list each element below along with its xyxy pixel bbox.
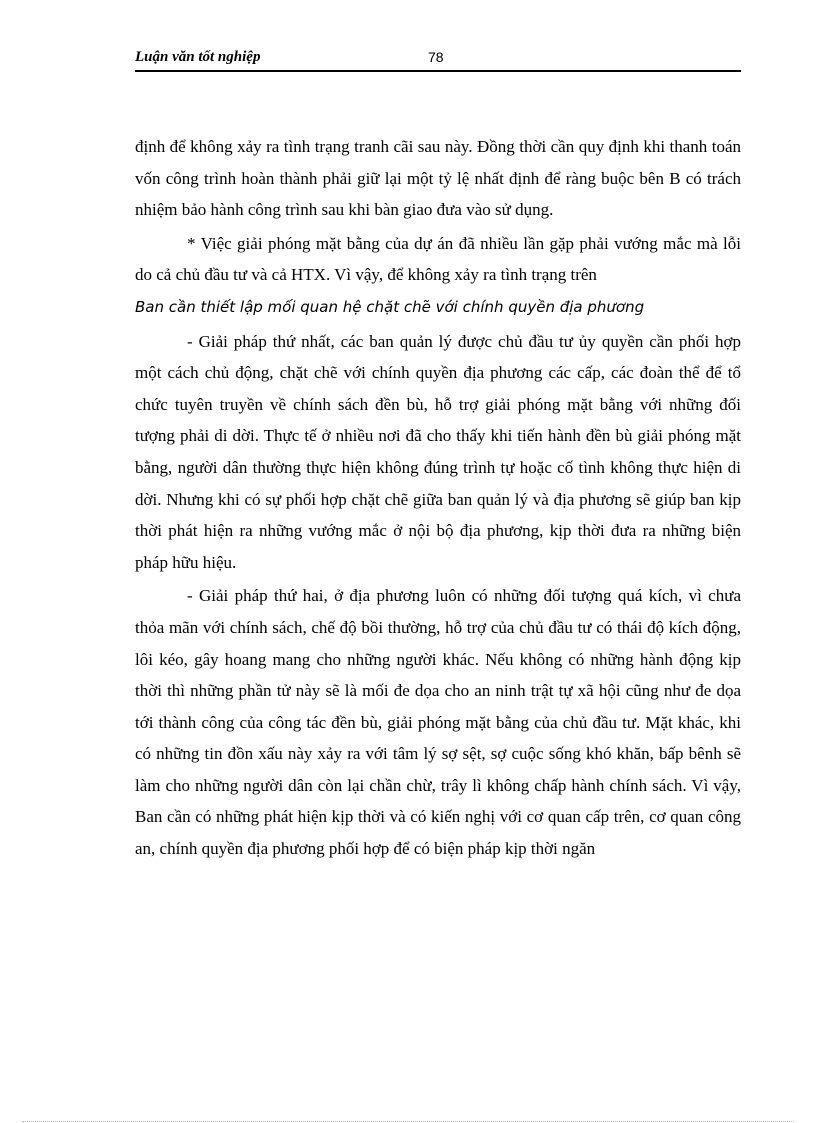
- paragraph-continued: định để không xảy ra tình trạng tranh cãi sau này. Đồng thời cần quy định khi thanh toán vốn công trình hoàn thành phải giữ lại một tỷ lệ nhất định để ràng buộc bên B có trách nhiệm bảo hành công trình sau khi bàn giao đưa vào sử dụng.: [135, 137, 741, 220]
- paragraph-solution-one: - Giải pháp thứ nhất, các ban quản lý được chủ đầu tư ủy quyền cần phối hợp một cách chủ động, chặt chẽ với chính quyền địa phương các cấp, các đoàn thể để tổ chức tuyên truyền về chính sách đền bù, hỗ trợ giải phóng mặt bằng với những đối tượng phải di dời. Thực tế ở nhiều nơi đã cho thấy khi tiến hành đền bù giải phóng mặt bằng, người dân thường thực hiện không đúng trình tự hoặc cố tình không thực hiện di dời. Nhưng khi có sự phối hợp chặt chẽ giữa ban quản lý và địa phương sẽ giúp ban kịp thời phát hiện ra những vướng mắc ở nội bộ địa phương, kịp thời đưa ra những biện pháp hữu hiệu.: [135, 331, 741, 572]
- page-number: 78: [428, 49, 444, 65]
- paragraph-solution-two: - Giải pháp thứ hai, ở địa phương luôn có những đối tượng quá kích, vì chưa thỏa mãn với chính sách, chế độ bồi thường, hỗ trợ của chủ đầu tư có thái độ kích động, lôi kéo, gây hoang mang cho những người khác. Nếu không có những hành động kịp thời thì những phần tử này sẽ là mối đe dọa cho an ninh trật tự xã hội cũng như đe dọa tới thành công của công tác đền bù, giải phóng mặt bằng của chủ đầu tư. Mặt khác, khi có những tin đồn xấu này xảy ra với tâm lý sợ sệt, sợ cuộc sống khó khăn, bấp bênh sẽ làm cho những người dân còn lại chần chừ, trây lì không chấp hành chính sách. Vì vậy, Ban cần có những phát hiện kịp thời và có kiến nghị với cơ quan cấp trên, cơ quan công an, chính quyền địa phương phối hợp để có biện pháp kịp thời ngăn: [135, 586, 741, 859]
- paragraph-land-clearance-text: * Việc giải phóng mặt bằng của dự án đã nhiều lần gặp phải vướng mắc mà lỗi do cả chủ đầu tư và cả HTX. Vì vậy, để không xảy ra tình trạng trên: [135, 233, 741, 285]
- document-body: [135, 131, 741, 867]
- page-header: [135, 46, 741, 72]
- header-title: Luận văn tốt nghiệp: [135, 49, 261, 65]
- italic-heading-line: Ban cần thiết lập mối quan hệ chặt chẽ với chính quyền địa phương: [135, 297, 645, 316]
- page-bottom-border: [22, 1121, 794, 1122]
- paragraph-land-clearance: [135, 228, 741, 324]
